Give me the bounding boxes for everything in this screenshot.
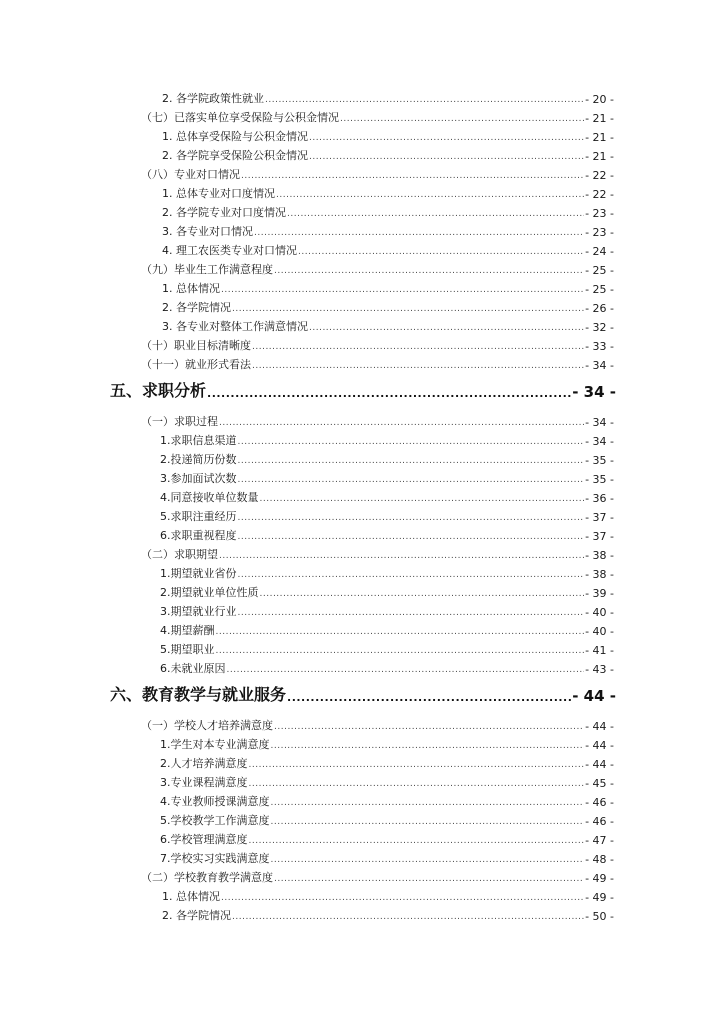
toc-entry-page: - 32 - (585, 321, 614, 334)
leader-dots (287, 691, 571, 705)
leader-dots (254, 227, 584, 239)
leader-dots (271, 854, 585, 866)
leader-dots (274, 721, 584, 733)
leader-dots (219, 417, 584, 429)
toc-entry-page: - 40 - (585, 625, 614, 638)
toc-entry-page: - 38 - (585, 568, 614, 581)
toc-entry-label: 1.期望就业省份 (160, 567, 237, 580)
toc-entry[interactable] (0, 829, 724, 847)
toc-entry-label: 3.参加面试次数 (160, 472, 237, 485)
toc-entry-label: （一）求职过程 (141, 415, 218, 428)
leader-dots (340, 113, 584, 125)
toc-entry[interactable] (0, 848, 724, 866)
toc-entry[interactable] (0, 582, 724, 600)
toc-entry[interactable] (0, 734, 724, 752)
toc-entry-page: - 44 - (585, 758, 614, 771)
leader-dots (227, 664, 585, 676)
toc-entry-label: 2. 各学院专业对口度情况 (162, 206, 286, 219)
toc-entry-label: 1.学生对本专业满意度 (160, 738, 270, 751)
leader-dots (232, 911, 584, 923)
leader-dots (216, 626, 585, 638)
toc-entry-page: - 25 - (585, 283, 614, 296)
toc-entry[interactable] (0, 658, 724, 676)
toc-entry[interactable] (0, 715, 724, 733)
toc-entry[interactable] (0, 620, 724, 638)
leader-dots (309, 322, 584, 334)
toc-entry-label: 1. 总体享受保险与公积金情况 (162, 130, 308, 143)
toc-entry[interactable] (0, 867, 724, 885)
toc-entry[interactable] (0, 601, 724, 619)
toc-entry-label: （一）学校人才培养满意度 (141, 719, 273, 732)
toc-entry-page: - 47 - (585, 834, 614, 847)
leader-dots (309, 132, 584, 144)
toc-chapter-page: - 44 - (572, 687, 616, 705)
toc-chapter-heading[interactable] (0, 381, 724, 401)
toc-entry-page: - 21 - (585, 150, 614, 163)
toc-entry-page: - 26 - (585, 302, 614, 315)
toc-entry-label: 2. 各学院享受保险公积金情况 (162, 149, 308, 162)
toc-entry-page: - 43 - (585, 663, 614, 676)
toc-entry-label: 6.学校管理满意度 (160, 833, 248, 846)
toc-entry[interactable] (0, 544, 724, 562)
leader-dots (252, 341, 584, 353)
toc-entry[interactable] (0, 259, 724, 277)
toc-entry-label: 2. 各学院情况 (162, 909, 231, 922)
toc-entry-page: - 45 - (585, 777, 614, 790)
toc-entry-label: 4. 理工农医类专业对口情况 (162, 244, 297, 257)
toc-entry-label: 3.专业课程满意度 (160, 776, 248, 789)
toc-entry[interactable] (0, 639, 724, 657)
toc-entry-page: - 34 - (585, 359, 614, 372)
toc-entry-label: 1. 总体专业对口度情况 (162, 187, 275, 200)
toc-entry[interactable] (0, 449, 724, 467)
toc-entry-page: - 49 - (585, 891, 614, 904)
toc-entry-page: - 46 - (585, 815, 614, 828)
toc-entry-page: - 44 - (585, 720, 614, 733)
toc-entry[interactable] (0, 221, 724, 239)
toc-chapter-heading[interactable] (0, 685, 724, 705)
toc-entry-label: 6.未就业原因 (160, 662, 226, 675)
toc-entry[interactable] (0, 468, 724, 486)
leader-dots (271, 816, 585, 828)
toc-entry-page: - 33 - (585, 340, 614, 353)
leader-dots (219, 550, 584, 562)
toc-entry[interactable] (0, 240, 724, 258)
toc-entry-page: - 35 - (585, 454, 614, 467)
leader-dots (274, 873, 584, 885)
toc-entry-label: 3. 各专业对口情况 (162, 225, 253, 238)
leader-dots (238, 531, 585, 543)
toc-entry-label: （二）求职期望 (141, 548, 218, 561)
leader-dots (238, 455, 585, 467)
toc-entry-label: 3. 各专业对整体工作满意情况 (162, 320, 308, 333)
toc-entry[interactable] (0, 164, 724, 182)
leader-dots (238, 607, 585, 619)
leader-dots (274, 265, 584, 277)
leader-dots (249, 835, 585, 847)
toc-entry[interactable] (0, 126, 724, 144)
toc-entry-label: 3.期望就业行业 (160, 605, 237, 618)
toc-entry-page: - 23 - (585, 226, 614, 239)
leader-dots (249, 759, 585, 771)
toc-entry[interactable] (0, 905, 724, 923)
toc-entry[interactable] (0, 107, 724, 125)
toc-entry-page: - 46 - (585, 796, 614, 809)
leader-dots (221, 284, 584, 296)
toc-entry-page: - 34 - (585, 435, 614, 448)
toc-entry-page: - 34 - (585, 416, 614, 429)
toc-entry[interactable] (0, 487, 724, 505)
toc-entry-page: - 50 - (585, 910, 614, 923)
toc-chapter-label: 五、求职分析 (110, 381, 207, 400)
toc-entry-label: （七）已落实单位享受保险与公积金情况 (141, 111, 339, 124)
toc-entry-label: 4.专业教师授课满意度 (160, 795, 270, 808)
toc-entry-page: - 49 - (585, 872, 614, 885)
leader-dots (252, 360, 584, 372)
leader-dots (216, 645, 585, 657)
toc-entry-label: 7.学校实习实践满意度 (160, 852, 270, 865)
toc-entry-page: - 38 - (585, 549, 614, 562)
leader-dots (232, 303, 584, 315)
toc-chapter-label: 六、教育教学与就业服务 (110, 685, 287, 704)
toc-entry[interactable] (0, 753, 724, 771)
toc-entry-page: - 20 - (585, 93, 614, 106)
leader-dots (238, 569, 585, 581)
toc-entry[interactable] (0, 563, 724, 581)
toc-entry[interactable] (0, 810, 724, 828)
toc-entry[interactable] (0, 411, 724, 429)
toc-entry-label: 4.同意接收单位数量 (160, 491, 259, 504)
toc-entry[interactable] (0, 88, 724, 106)
toc-entry-page: - 37 - (585, 530, 614, 543)
toc-entry-page: - 39 - (585, 587, 614, 600)
leader-dots (260, 588, 585, 600)
toc-entry-page: - 25 - (585, 264, 614, 277)
toc-entry-label: （九）毕业生工作满意程度 (141, 263, 273, 276)
toc-entry-page: - 22 - (585, 188, 614, 201)
toc-entry-label: 2.投递简历份数 (160, 453, 237, 466)
toc-entry-page: - 24 - (585, 245, 614, 258)
leader-dots (260, 493, 585, 505)
toc-entry-page: - 44 - (585, 739, 614, 752)
toc-entry-page: - 22 - (585, 169, 614, 182)
toc-entry[interactable] (0, 145, 724, 163)
toc-entry[interactable] (0, 791, 724, 809)
leader-dots (276, 189, 584, 201)
toc-entry[interactable] (0, 316, 724, 334)
toc-entry-label: 5.期望职业 (160, 643, 215, 656)
toc-entry-page: - 23 - (585, 207, 614, 220)
toc-entry-page: - 48 - (585, 853, 614, 866)
toc-entry-page: - 35 - (585, 473, 614, 486)
leader-dots (271, 797, 585, 809)
leader-dots (287, 208, 584, 220)
toc-entry-label: 5.求职注重经历 (160, 510, 237, 523)
toc-entry-label: 4.期望薪酬 (160, 624, 215, 637)
leader-dots (238, 474, 585, 486)
toc-entry-label: 2.期望就业单位性质 (160, 586, 259, 599)
toc-entry-label: 2. 各学院政策性就业 (162, 92, 264, 105)
toc-entry[interactable] (0, 278, 724, 296)
toc-entry-page: - 21 - (585, 112, 614, 125)
toc-chapter-page: - 34 - (572, 383, 616, 401)
leader-dots (265, 94, 584, 106)
toc-entry[interactable] (0, 354, 724, 372)
toc-entry-label: （二）学校教育教学满意度 (141, 871, 273, 884)
toc-entry[interactable] (0, 506, 724, 524)
leader-dots (238, 436, 585, 448)
toc-entry-label: 5.学校教学工作满意度 (160, 814, 270, 827)
toc-entry[interactable] (0, 183, 724, 201)
leader-dots (207, 387, 571, 401)
leader-dots (309, 151, 584, 163)
leader-dots (221, 892, 584, 904)
toc-entry[interactable] (0, 202, 724, 220)
toc-entry-label: 2.人才培养满意度 (160, 757, 248, 770)
toc-entry[interactable] (0, 772, 724, 790)
toc-entry-page: - 40 - (585, 606, 614, 619)
toc-entry-page: - 36 - (585, 492, 614, 505)
leader-dots (238, 512, 585, 524)
leader-dots (271, 740, 585, 752)
toc-entry-label: 1. 总体情况 (162, 282, 220, 295)
toc-entry-label: （十一）就业形式看法 (141, 358, 251, 371)
toc-entry-page: - 21 - (585, 131, 614, 144)
toc-entry[interactable] (0, 886, 724, 904)
toc-entry-label: 2. 各学院情况 (162, 301, 231, 314)
toc-entry[interactable] (0, 430, 724, 448)
toc-entry[interactable] (0, 297, 724, 315)
leader-dots (298, 246, 584, 258)
toc-entry-label: （十）职业目标清晰度 (141, 339, 251, 352)
toc-entry[interactable] (0, 525, 724, 543)
toc-entry-page: - 41 - (585, 644, 614, 657)
toc-entry-label: 1. 总体情况 (162, 890, 220, 903)
toc-entry-label: （八）专业对口情况 (141, 168, 240, 181)
leader-dots (249, 778, 585, 790)
toc-entry-label: 6.求职重视程度 (160, 529, 237, 542)
toc-entry-page: - 37 - (585, 511, 614, 524)
leader-dots (241, 170, 584, 182)
toc-entry-label: 1.求职信息渠道 (160, 434, 237, 447)
toc-entry[interactable] (0, 335, 724, 353)
